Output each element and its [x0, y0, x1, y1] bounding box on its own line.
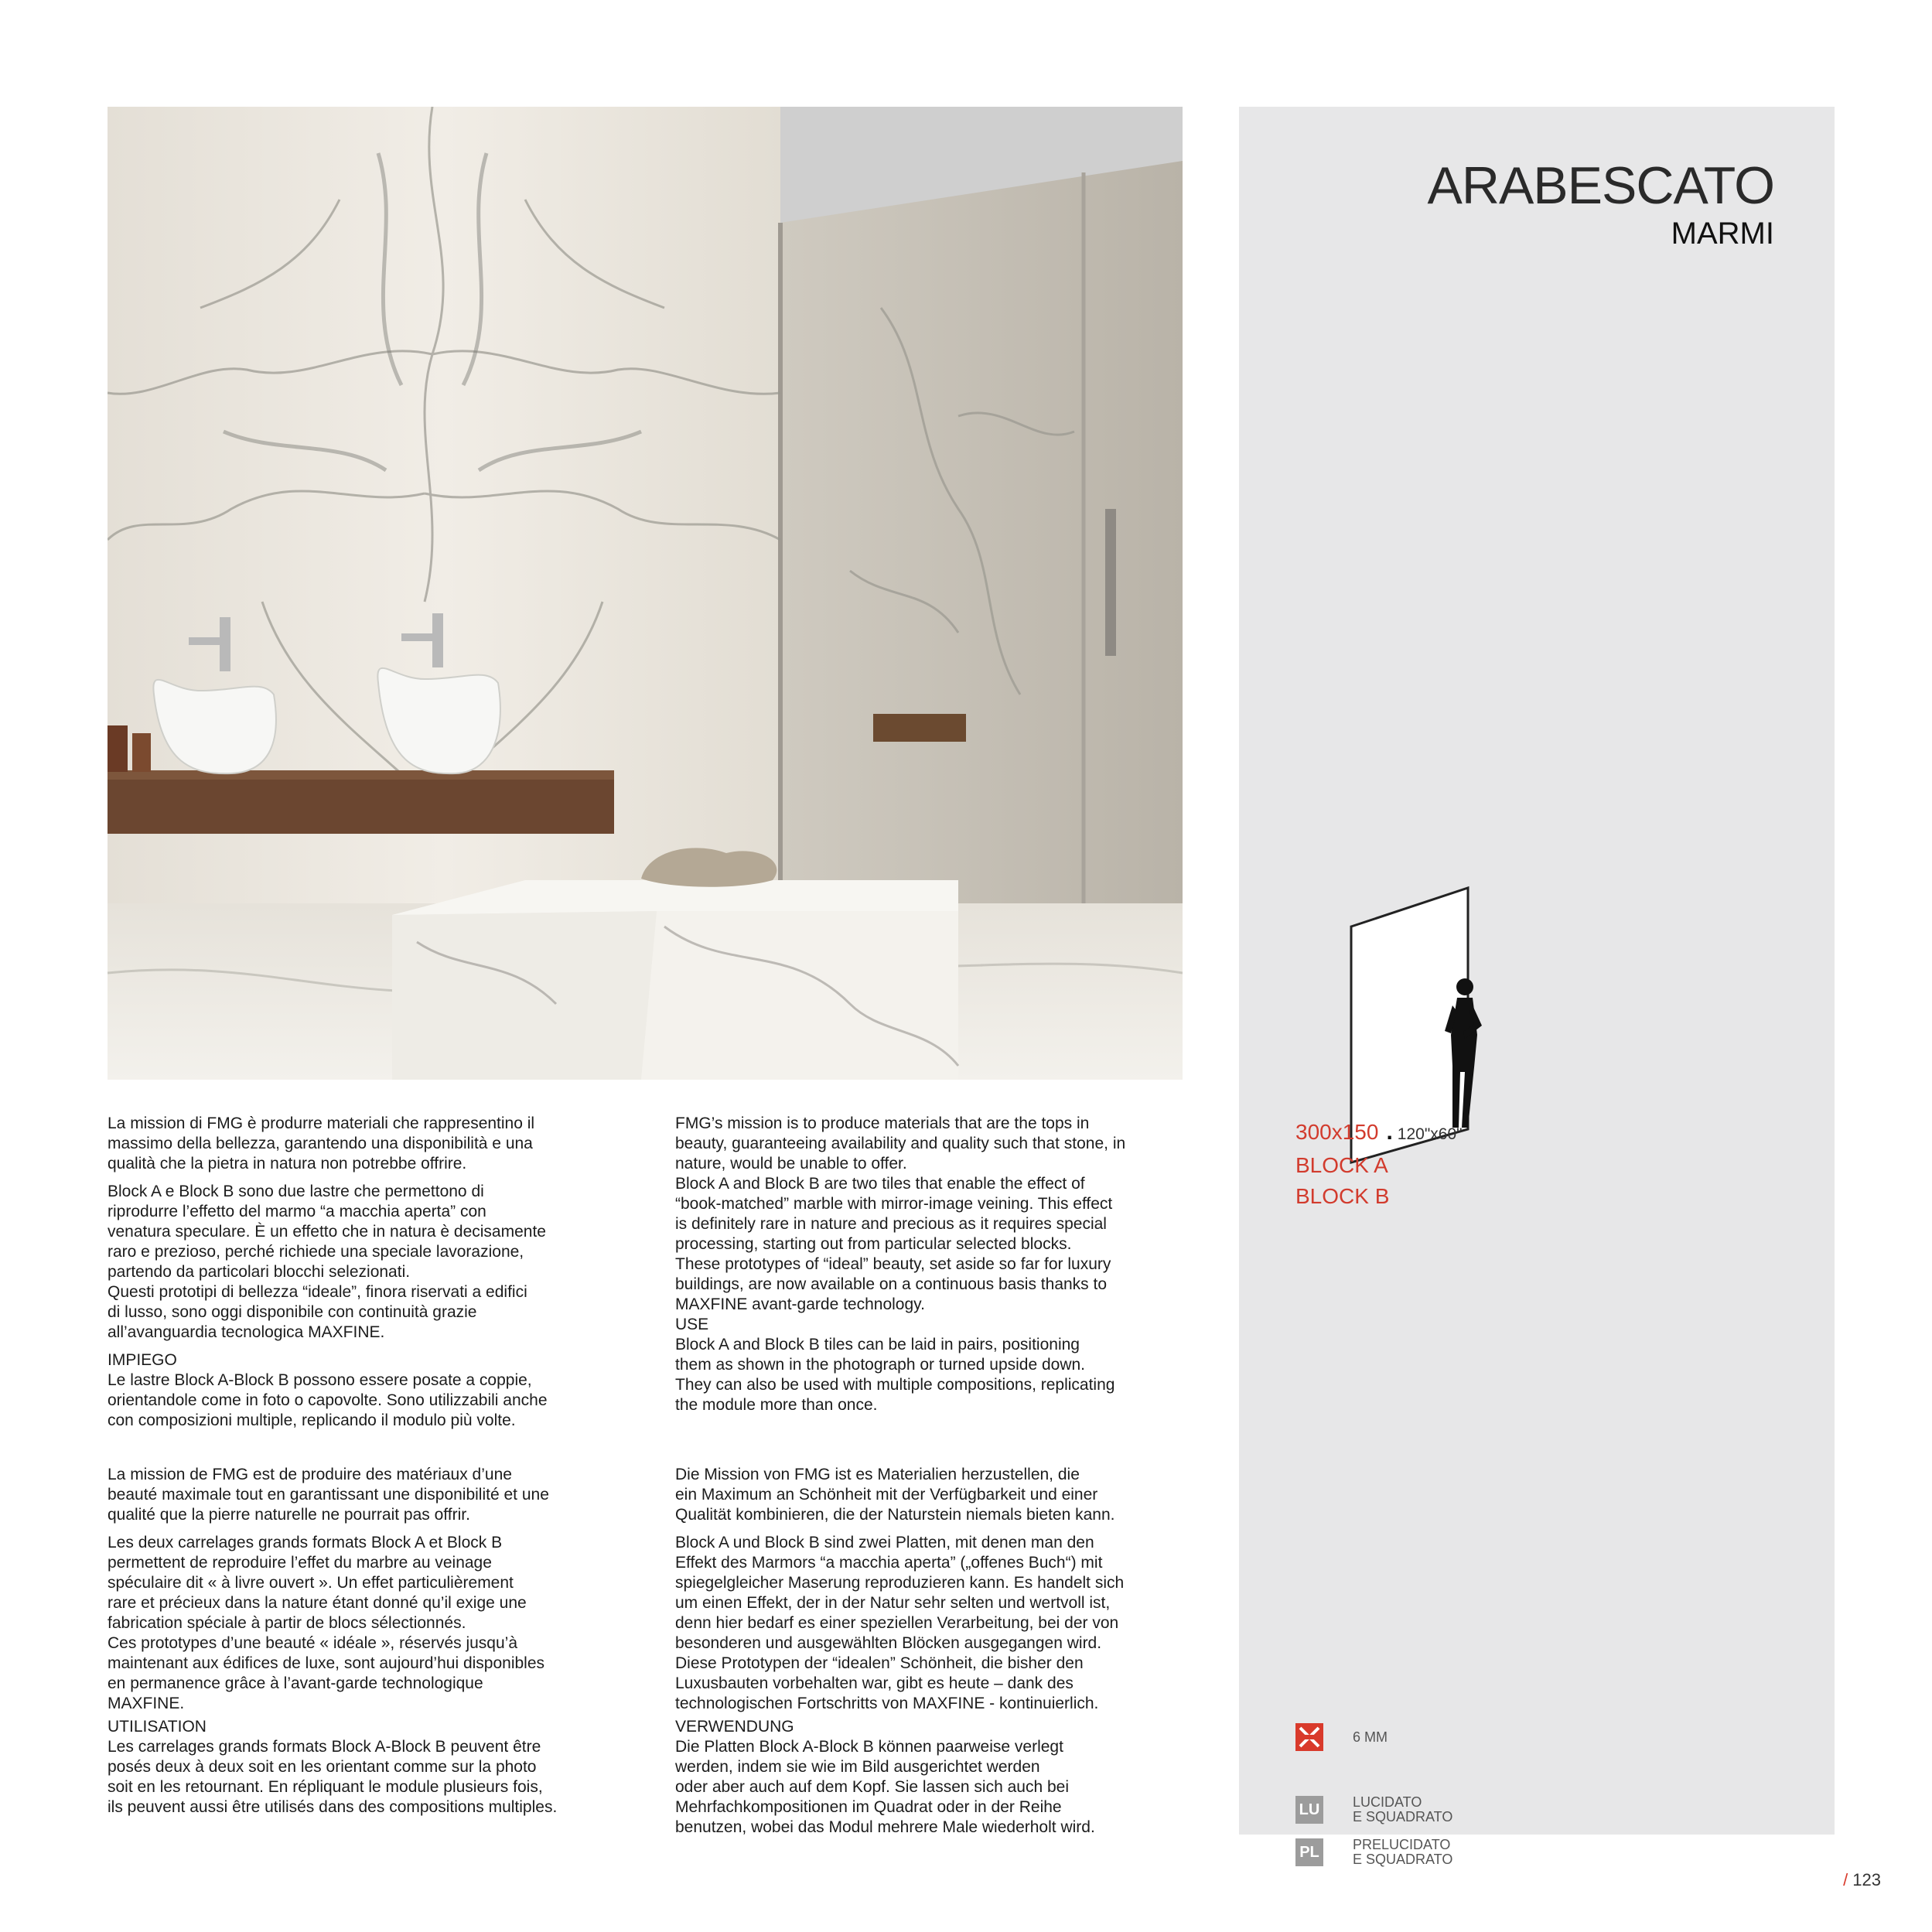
text-italian — [108, 1114, 641, 1439]
french-paragraph-2: Les deux carrelages grands formats Block A et Block B permettent de reproduire l’effet du marbre au veinage spéculaire dit « à livre ouvert ». Un effet particulièrement rare et précieux dans la nature étant donné qu’il exige une fabrication spéciale à partir de blocs sélectionnés. Ces prototypes d’une beauté « idéale », réservés jusqu’à maintenant aux édifices de luxe, sont aujourd’hui disponibles en permanence grâce à l’avant-garde technologique MAXFINE. — [108, 1534, 545, 1712]
prelucidato-label: PRELUCIDATO E SQUADRATO — [1353, 1837, 1453, 1867]
italian-paragraph-1: La mission di FMG è produrre materiali che rappresentino il massimo della bellezza, garantendo una disponibilità e una qualità che la pietra in natura non potrebbe offrire. — [108, 1114, 535, 1173]
spec-thickness — [1295, 1723, 1388, 1751]
text-french — [108, 1465, 649, 1825]
italian-heading: IMPIEGO — [108, 1351, 177, 1369]
size-metric: 300x150 — [1295, 1120, 1379, 1144]
english-paragraph-2: Block A and Block B tiles can be laid in pairs, positioning them as shown in the photograph or turned upside down. They can also be used with multiple compositions, replicating the module more than once. — [675, 1336, 1115, 1414]
english-heading: USE — [675, 1316, 709, 1333]
page-slash: / — [1843, 1870, 1848, 1889]
spec-lucidato — [1295, 1795, 1452, 1824]
spec-prelucidato — [1295, 1838, 1452, 1867]
lucidato-badge: LU — [1295, 1796, 1323, 1824]
thickness-icon — [1295, 1723, 1323, 1751]
german-paragraph-2: Block A und Block B sind zwei Platten, mit denen man den Effekt des Marmors “a macchia aperta” („offenes Buch“) mit spiegelgleicher Maserung reproduzieren kann. Es handelt sich um einen Effekt, der in der Natur sehr selten und wertvoll ist, denn hier bedarf es einer speziellen Verarbeitung, bei der von besonderen und ausgewählten Blöcken ausgegangen wird. Diese Prototypen der “idealen” Schönheit, die bisher den Luxusbauten vorbehalten war, gibt es heute – dank des technologischen Fortschritts von MAXFINE - kontinuierlich. — [675, 1534, 1125, 1712]
page-number — [1843, 1870, 1881, 1890]
italian-paragraph-3: Le lastre Block A-Block B possono essere posate a coppie, orientandole come in foto o capovolte. Sono utilizzabili anche con composizioni multiple, replicando il modulo più volte. — [108, 1371, 548, 1429]
size-imperial: 120"x60" — [1397, 1125, 1463, 1143]
text-english — [675, 1114, 1201, 1423]
bathroom-illustration — [108, 107, 1183, 1080]
collection-name: MARMI — [1671, 217, 1774, 251]
english-paragraph-1: FMG’s mission is to produce materials that are the tops in beauty, guaranteeing availability and quality such that stone, in nature, would be unable to offer. Block A and Block B are two tiles that enable the effect of “book-matched” marble with mirror-image veining. This effect is definitely rare in nature and precious as it requires special processing, starting out from particular selected blocks. These prototypes of “ideal” beauty, set aside so far for luxury buildings, are now available on a continuous basis thanks to MAXFINE avant-garde technology. — [675, 1114, 1126, 1313]
french-paragraph-1: La mission de FMG est de produire des matériaux d’une beauté maximale tout en garantissant une disponibilité et une qualité que la pierre naturelle ne pourrait pas offrir. — [108, 1466, 549, 1524]
product-title — [1427, 158, 1774, 252]
lucidato-label: LUCIDATO E SQUADRATO — [1353, 1794, 1453, 1824]
page-number-value: 123 — [1852, 1870, 1881, 1889]
size-separator: . — [1386, 1119, 1393, 1145]
german-paragraph-1: Die Mission von FMG ist es Materialien herzustellen, die ein Maximum an Schönheit mit der Verfügbarkeit und einer Qualität kombinieren, die der Naturstein niemals bieten kann. — [675, 1466, 1115, 1524]
thickness-label: 6 MM — [1353, 1729, 1388, 1745]
german-heading: VERWENDUNG — [675, 1718, 794, 1736]
formats — [1295, 1117, 1463, 1212]
product-sidebar — [1239, 107, 1835, 1867]
german-paragraph-3: Die Platten Block A-Block B können paarweise verlegt werden, indem sie wie im Bild ausgerichtet werden oder aber auch auf dem Kopf. Sie lassen sich auch bei Mehrfachkompositionen im Quadrat oder in der Reihe benutzen, wobei das Modul mehrere Male wiederholt wird. — [675, 1738, 1095, 1836]
french-heading: UTILISATION — [108, 1718, 207, 1736]
italian-paragraph-2: Block A e Block B sono due lastre che permettono di riprodurre l’effetto del marmo “a macchia aperta” con venatura speculare. È un effetto che in natura è decisamente raro e prezioso, perché richiede una speciale lavorazione, partendo da particolari blocchi selezionati. Questi prototipi di bellezza “ideale”, finora riservati a edifici di lusso, sono oggi disponibile con continuità grazie all’avanguardia tecnologica MAXFINE. — [108, 1183, 546, 1341]
text-german — [675, 1465, 1209, 1845]
french-paragraph-3: Les carrelages grands formats Block A-Block B peuvent être posés deux à deux soit en les orientant comme sur la photo soit en les retournant. En répliquant le module plusieurs fois, ils peuvent aussi être utilisés dans des compositions multiples. — [108, 1738, 558, 1816]
scale-figure-icon — [1293, 780, 1494, 1166]
variant-block-a: BLOCK A — [1295, 1153, 1388, 1177]
marble-bathroom-photo — [108, 107, 1183, 1080]
product-name: ARABESCATO — [1427, 156, 1774, 215]
prelucidato-badge: PL — [1295, 1838, 1323, 1866]
variant-block-b: BLOCK B — [1295, 1184, 1390, 1208]
